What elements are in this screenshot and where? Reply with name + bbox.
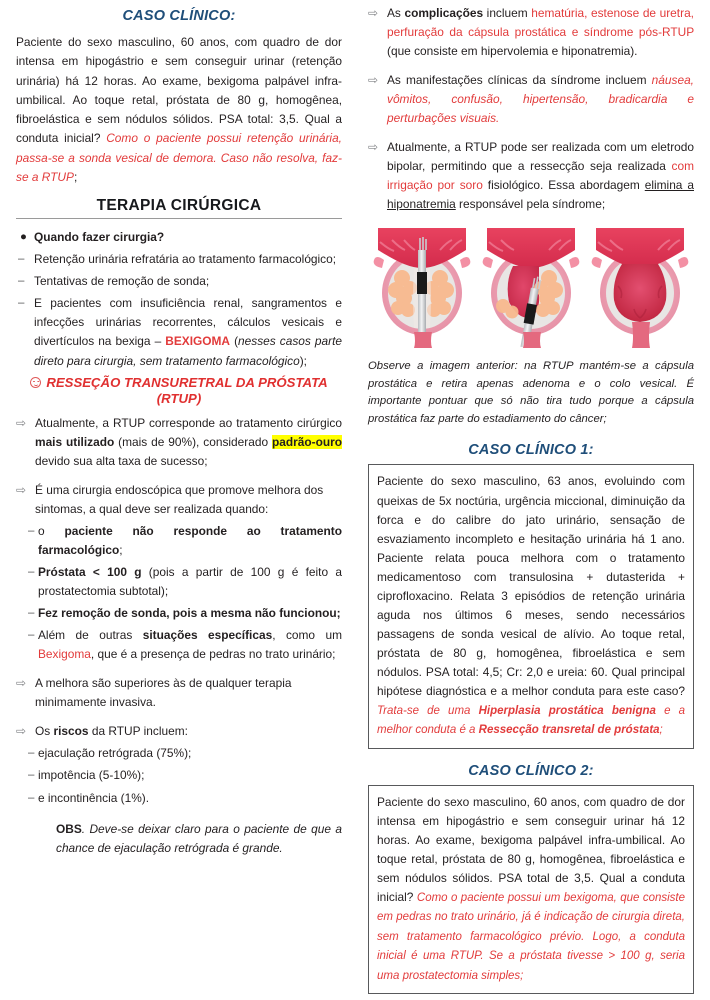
arrow-right-icon: ⇨ (368, 6, 379, 20)
list-item (16, 294, 342, 370)
caso-clinico-answer: Como o paciente possui retenção urinária, passa-se a sonda vesical de demora. Caso não resolva, faz-se a RTUP (16, 131, 342, 184)
list-item (16, 563, 342, 601)
obs-label: OBS (56, 821, 82, 836)
rtup-paragraph-2: É uma cirurgia endoscópica que promove melhora dos sintomas, a qual deve ser realizada quando: (35, 482, 324, 516)
arrow-right-icon: ⇨ (368, 73, 379, 88)
criterio-2-bold: Próstata < 100 g (38, 564, 142, 579)
rtup-p1-bold: mais utilizado (35, 434, 115, 449)
indicacoes-list (16, 228, 342, 370)
caso-1-diagnosis: Hiperplasia prostática benigna (478, 705, 656, 718)
indicacao-3 (34, 294, 342, 370)
compl-lead: As (387, 6, 405, 20)
indicacao-3-lead: E pacientes com insuficiência renal, sangramentos e infecções urinárias recorrentes, cálculos vesicais e divertículos na bexiga – (34, 296, 342, 349)
bipolar-lead: Atualmente, a RTUP pode ser realizada com um eletrodo bipolar, permitindo que a ressecção seja realizada (387, 140, 694, 174)
arrow-right-icon: ⇨ (16, 482, 27, 497)
bullet-dash-icon: – (28, 565, 35, 578)
caso-1-ans-lead: Trata-se de uma (377, 705, 479, 718)
irrigacao-soro-term: com irrigação por soro (387, 159, 694, 193)
list-item (16, 228, 342, 247)
turp-illustration-figure (368, 220, 694, 348)
rtup-paragraph-1 (35, 414, 342, 471)
bexigoma-term: BEXIGOMA (165, 334, 231, 349)
bullet-dash-icon: – (28, 524, 35, 537)
caso-2-question: Paciente do sexo masculino, 60 anos, com quadro de dor intensa em hipogástrio e sem conseguir urinar há 12 horas. Ao exame, bexigoma palpável infra-umbilical. Ao toque retal, próstata de 80 g, homogênea, fibroelástica e sem nódulos sólidos. PSA total de 3,5. Qual a conduta inicial? (377, 794, 685, 905)
indicacao-1: Retenção urinária refratária ao tratamento farmacológico; (34, 252, 337, 267)
riscos-heading (35, 722, 342, 741)
heading-rtup-line-2: (RTUP) (156, 391, 202, 407)
indicacao-2: Tentativas de remoção de sonda; (34, 274, 210, 289)
caso-clinico-paragraph (16, 33, 342, 187)
caso-1-ans-tail: ; (659, 724, 663, 737)
heading-divider (16, 218, 342, 219)
heading-caso-clinico-2: CASO CLÍNICO 2: (468, 762, 594, 779)
rtup-p1-tail: devido sua alta taxa de sucesso; (35, 453, 208, 468)
padrao-ouro-highlight: padrão-ouro (271, 434, 343, 449)
list-item (368, 4, 694, 61)
riscos-bold: riscos (53, 724, 89, 739)
criterio-1 (38, 522, 342, 560)
smiley-face-icon (30, 377, 41, 388)
bullet-dash-icon: – (28, 769, 35, 782)
list-item (16, 272, 342, 291)
bullet-dash-icon: – (28, 791, 35, 804)
bullet-dot-icon: ● (20, 231, 27, 244)
bullet-dash-icon: – (28, 747, 35, 760)
criterio-3: Fez remoção de sonda, pois a mesma não funcionou; (38, 606, 341, 620)
criterio-2-rest: (pois a partir de 100 g é feito a prostatectomia subtotal); (38, 564, 342, 598)
caso-clinico-question: Paciente do sexo masculino, 60 anos, com quadro de dor intensa em hipogástrio e sem conseguir urinar (retenção urinária) há 12 horas. Ao exame, bexigoma palpável infra-umbilical. Ao toque retal, próstata de 80 g, homogênea, fibroelástica e sem nódulos sólidos. PSA total: 3,5. Qual a conduta inicial? (16, 35, 342, 146)
indicacao-3-note: nesses casos parte direto para cirurgia, sem tratamento farmacológico (34, 334, 343, 368)
bullet-dash-icon: – (18, 253, 25, 266)
caso-clinico-2-box (368, 785, 694, 994)
prostate-panel-resectoscope-inserted (370, 220, 474, 348)
caso-1-question: Paciente do sexo masculino, 63 anos, evoluindo com queixas de 5x noctúria, urgência miccional, diminuição da forca e do calibre do jato urinário, sensação de esvaziamento incompleto e hesitação urinária há 1 ano. Paciente relata pouca melhora com o tratamento medicamentoso com transulosina + dutasterida + ciprofloxacino. Relata 3 episódios de retenção urinária aguda nos últimos 6 meses, sendo necessários passagens de sonda vesical de alívio. Ao toque retal, próstata de 80 g, homogênea, fibroelástica e sem nódulos. PSA total: 4,5; Cr: 2,0 e ureia: 60. Qual principal hipótese diagnóstica e a melhor conduta para este caso? (377, 474, 685, 698)
bipolar-tail: responsável pela síndrome; (455, 197, 606, 212)
bullet-dash-icon: – (18, 297, 25, 310)
list-item (368, 71, 694, 128)
bullet-dash-icon: – (28, 629, 35, 642)
rtup-p1-lead: Atualmente, a RTUP corresponde ao tratamento cirúrgico (35, 415, 342, 430)
criterio-1-lead: o (38, 523, 65, 538)
list-item (16, 626, 342, 664)
caso-2-answer: Como o paciente possui um bexigoma, que consiste em pedras no trato urinário, já é indicação de cirurgia direta, sem tratamento farmacológico prévio. Logo, a conduta inicial é uma RTUP. Se a próstata tivesse > 100 g, seria uma prostatectomia simples; (377, 892, 686, 982)
list-item (16, 766, 342, 785)
complicacoes-list (368, 4, 694, 214)
left-column (10, 4, 348, 1000)
criterio-1-tail: ; (119, 542, 123, 557)
caso-2-paragraph (377, 793, 685, 985)
arrow-right-icon: ⇨ (368, 140, 379, 155)
caso-clinico-1-box (368, 464, 694, 748)
observacao-note (56, 820, 342, 859)
heading-caso-clinico: CASO CLÍNICO: (122, 8, 236, 24)
rtup-paragraph-3: A melhora são superiores às de qualquer terapia minimamente invasiva. (35, 676, 292, 710)
caso-1-conduct: Ressecção transretal de próstata (478, 724, 660, 737)
complicacoes-bold: complicações (404, 6, 484, 20)
heading-caso-clinico-1: CASO CLÍNICO 1: (468, 442, 594, 459)
complicacoes-enumeradas: hematúria, estenose de uretra, perfuração da cápsula prostática e síndrome pós-RTUP (387, 6, 694, 40)
indicacao-3-close-paren: ); (299, 353, 307, 368)
heading-terapia-cirurgica: TERAPIA CIRÚRGICA (96, 197, 262, 215)
quando-fazer-cirurgia-label: Quando fazer cirurgia? (34, 230, 165, 245)
elimina-hiponatremia-underline: elimina a hiponatremia (387, 178, 694, 212)
criterio-1-bold: paciente não responde ao tratamento farmacológico (38, 523, 343, 557)
list-item (16, 414, 342, 471)
prostate-panel-adenoma-partially-resected (479, 220, 583, 348)
criterio-4 (38, 626, 342, 664)
list-item (16, 522, 342, 560)
list-item (16, 250, 342, 269)
criterio-4-lead: Além de outras (38, 628, 143, 643)
indicacao-3-open-paren: ( (230, 334, 239, 349)
list-item (16, 744, 342, 763)
compl-tail: (que consiste em hipervolemia e hiponatremia). (387, 44, 638, 59)
complicacoes-paragraph (387, 4, 694, 61)
risco-1: ejaculação retrógrada (75%); (38, 746, 192, 761)
eletrodo-bipolar-paragraph (387, 138, 694, 214)
bullet-dash-icon: – (28, 607, 35, 619)
manif-lead: As manifestações clínicas da síndrome incluem (387, 73, 652, 88)
list-item (16, 604, 342, 623)
criterio-2 (38, 563, 342, 601)
heading-ressecao-transuretral (16, 375, 342, 408)
arrow-right-icon: ⇨ (16, 415, 27, 430)
rtup-list (16, 414, 342, 519)
criterio-4-bold: situações específicas (142, 628, 273, 643)
compl-mid: incluem (483, 6, 532, 20)
riscos-lead: Os (35, 724, 54, 739)
rtup-criteria-list (16, 522, 342, 664)
obs-text: . Deve-se deixar claro para o paciente de que a chance de ejaculação retrógrada é grande. (56, 821, 342, 855)
caso-clinico-answer-tail: ; (73, 169, 78, 184)
bipolar-mid: fisiológico. Essa abordagem (482, 178, 645, 193)
caso-1-paragraph (377, 472, 685, 739)
manifestacoes-sintomas: náusea, vômitos, confusão, hipertensão, bradicardia e perturbações visuais. (387, 73, 694, 126)
criterio-4-tail: , que é a presença de pedras no trato urinário; (90, 647, 336, 662)
list-item (16, 481, 342, 519)
manifestacoes-paragraph (387, 71, 694, 128)
arrow-right-icon: ⇨ (16, 676, 27, 691)
arrow-right-icon: ⇨ (16, 724, 27, 739)
caso-1-ans-mid: e a melhor conduta é a (377, 705, 686, 737)
bullet-dash-icon: – (18, 275, 25, 288)
caso-1-answer (377, 705, 685, 736)
rtup-outcomes-list (16, 674, 342, 741)
bexigoma-mention: Bexigoma (38, 647, 91, 662)
list-item (16, 789, 342, 808)
list-item (368, 138, 694, 214)
riscos-tail: da RTUP incluem: (88, 724, 188, 739)
list-item (16, 722, 342, 741)
prostate-panel-cavity-after-resection (588, 220, 692, 348)
criterio-4-mid: , como um (272, 628, 342, 643)
risco-3: e incontinência (1%). (38, 790, 150, 805)
rtup-p1-mid: (mais de 90%), considerado (114, 434, 272, 449)
figure-caption: Observe a imagem anterior: na RTUP mantém-se a cápsula prostática e retira apenas adenoma e o colo vesical. É importante pontuar que só não tira tudo porque a cápsula prostática faz parte do estadiamento do câncer; (368, 360, 694, 425)
heading-rtup-line-1: RESSEÇÃO TRANSURETRAL DA PRÓSTATA (46, 374, 328, 390)
list-item (16, 674, 342, 712)
risco-2: impotência (5-10%); (38, 768, 145, 783)
right-column (362, 4, 700, 1000)
riscos-list (16, 744, 342, 807)
